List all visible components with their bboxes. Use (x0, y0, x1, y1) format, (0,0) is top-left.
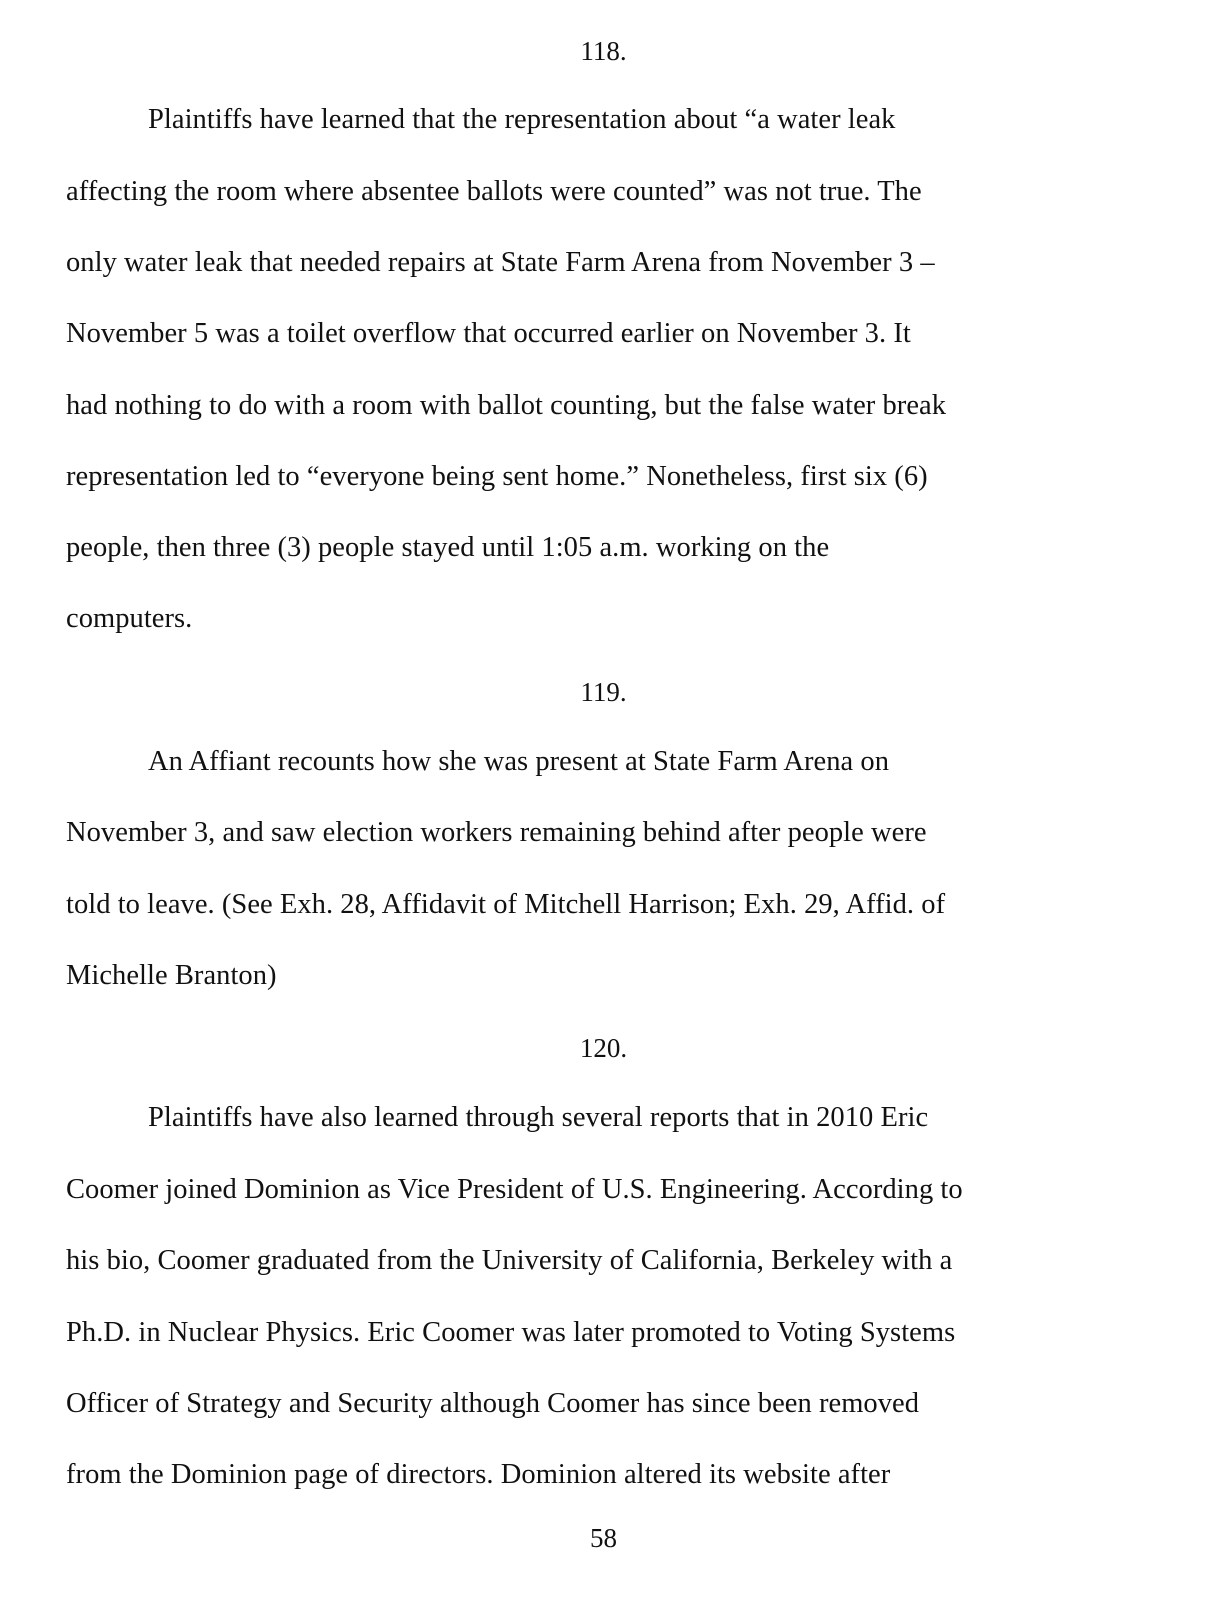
paragraph-line: people, then three (3) people stayed until 1:05 a.m. working on the (66, 532, 830, 563)
paragraph-number: 119. (580, 677, 627, 707)
page-number: 58 (590, 1523, 617, 1553)
paragraph-line: Coomer joined Dominion as Vice President of U.S. Engineering. According to (66, 1174, 963, 1205)
paragraph-line: November 3, and saw election workers remaining behind after people were (66, 817, 927, 848)
paragraph-line: computers. (66, 603, 193, 634)
paragraph-line: representation led to “everyone being sent home.” Nonetheless, first six (6) (66, 461, 928, 492)
paragraph-line: told to leave. (See Exh. 28, Affidavit of Mitchell Harrison; Exh. 29, Affid. of (66, 889, 946, 920)
paragraph-line: had nothing to do with a room with ballot counting, but the false water break (66, 390, 947, 421)
paragraph-line: only water leak that needed repairs at State Farm Arena from November 3 – (66, 247, 935, 278)
paragraph-number: 118. (580, 36, 627, 66)
paragraph-line: An Affiant recounts how she was present at State Farm Arena on (148, 746, 890, 777)
paragraph-line: affecting the room where absentee ballots were counted” was not true. The (66, 176, 922, 207)
paragraph-line: his bio, Coomer graduated from the University of California, Berkeley with a (66, 1245, 953, 1276)
paragraph-line: Plaintiffs have learned that the representation about “a water leak (148, 104, 896, 135)
paragraph-number: 120. (579, 1033, 628, 1063)
paragraph-line: Officer of Strategy and Security although Coomer has since been removed (66, 1388, 920, 1419)
paragraph-line: Ph.D. in Nuclear Physics. Eric Coomer was later promoted to Voting Systems (66, 1317, 956, 1348)
paragraph-line: Plaintiffs have also learned through several reports that in 2010 Eric (148, 1102, 929, 1133)
paragraph-line: from the Dominion page of directors. Dominion altered its website after (66, 1459, 891, 1490)
paragraph-line: Michelle Branton) (66, 960, 277, 991)
paragraph-line: November 5 was a toilet overflow that occurred earlier on November 3. It (66, 318, 911, 349)
